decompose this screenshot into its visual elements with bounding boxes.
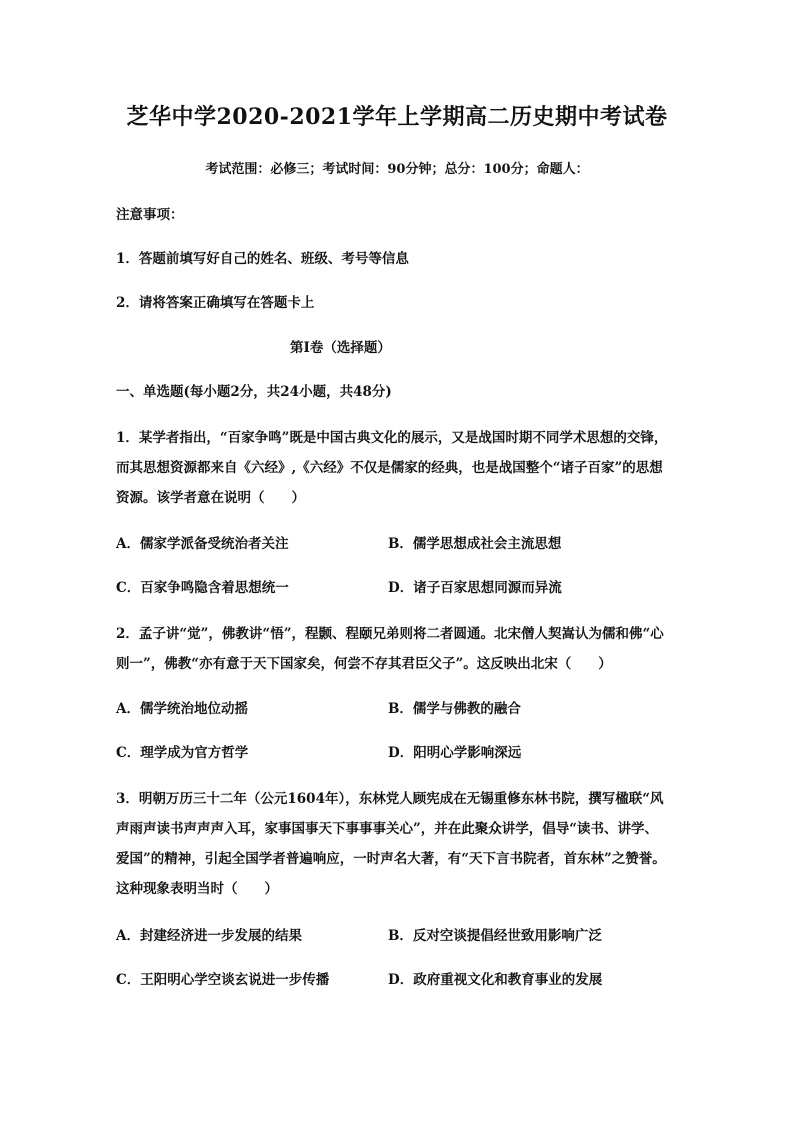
question-2-option-b: B．儒学与佛教的融合: [388, 701, 521, 717]
exam-title: 芝华中学2020-2021学年上学期高二历史期中考试卷: [126, 104, 668, 130]
question-1-option-d: D．诸子百家思想同源而异流: [388, 580, 562, 596]
notes-heading: 注意事项：: [116, 207, 184, 223]
question-3-option-b: B．反对空谈提倡经世致用影响广泛: [388, 928, 602, 944]
question-2-line: 则一”，佛教“亦有意于天下国家矣，何尝不存其君臣父子”。这反映出北宋（ ）: [116, 656, 612, 672]
question-1-line: 而其思想资源都来自《六经》,《六经》不仅是儒家的经典，也是战国整个“诸子百家”的思想: [116, 460, 663, 476]
question-1-option-a: A．儒家学派备受统治者关注: [116, 536, 289, 552]
section-heading: 一、单选题(每小题2分，共24小题，共48分): [116, 384, 392, 400]
question-3-line: 3．明朝万历三十二年（公元1604年），东林党人顾宪成在无锡重修东林书院，撰写楹联“风: [116, 791, 664, 807]
question-3-line: 这种现象表明当时（ ）: [116, 881, 278, 897]
question-1-option-b: B．儒学思想成社会主流思想: [388, 536, 562, 552]
question-2-line: 2．孟子讲“觉”，佛教讲“悟”，程颢、程颐兄弟则将二者圆通。北宋僧人契嵩认为儒和佛“心: [116, 626, 664, 642]
note-item: 2．请将答案正确填写在答题卡上: [116, 295, 315, 311]
question-2-option-c: C．理学成为官方哲学: [116, 745, 249, 761]
question-3-option-a: A．封建经济进一步发展的结果: [116, 928, 302, 944]
question-1-option-c: C．百家争鸣隐含着思想统一: [116, 580, 289, 596]
part-title: 第I卷（选择题）: [290, 340, 391, 356]
exam-info: 考试范围：必修三；考试时间：90分钟；总分：100分；命题人：: [205, 162, 589, 177]
question-1-line: 资源。该学者意在说明（ ）: [116, 490, 305, 506]
question-2-option-d: D．阳明心学影响深远: [388, 745, 522, 761]
question-3-option-d: D．政府重视文化和教育事业的发展: [388, 972, 603, 988]
question-3-option-c: C．王阳明心学空谈玄说进一步传播: [116, 972, 330, 988]
question-3-line: 爱国”的精神，引起全国学者普遍响应，一时声名大著，有“天下言书院者，首东林”之赞誉。: [116, 851, 666, 867]
question-2-option-a: A．儒学统治地位动摇: [116, 701, 248, 717]
question-1-line: 1．某学者指出，“百家争鸣”既是中国古典文化的展示，又是战国时期不同学术思想的交锋，: [116, 430, 668, 446]
question-3-line: 声雨声读书声声声入耳，家事国事天下事事事关心”，并在此聚众讲学，倡导“读书、讲学、: [116, 821, 659, 837]
note-item: 1．答题前填写好自己的姓名、班级、考号等信息: [116, 251, 409, 267]
